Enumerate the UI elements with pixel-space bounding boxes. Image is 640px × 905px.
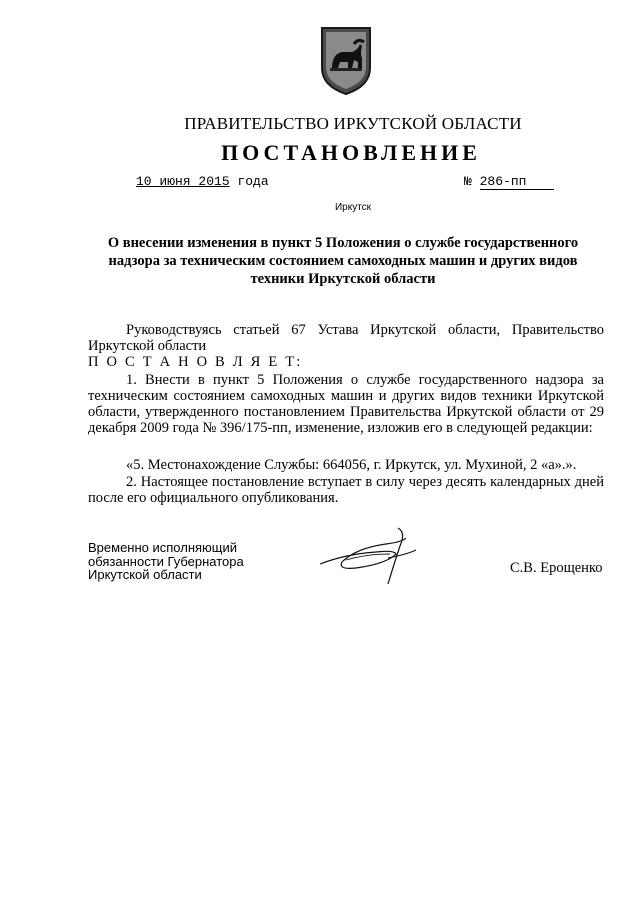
date-value: 10 июня 2015 (136, 174, 230, 189)
item-1-quote-text: «5. Местонахождение Службы: 664056, г. Иркутск, ул. Мухиной, 2 «а».». (126, 457, 577, 473)
irkutsk-coat-of-arms-icon (318, 24, 374, 96)
preamble-text: Руководствуясь статьей 67 Устава Иркутской области, Правительство Иркутской области (88, 322, 604, 354)
handwritten-signature (316, 524, 426, 588)
item-2-text: 2. Настоящее постановление вступает в силу через десять календарных дней после его официального опубликования. (88, 474, 604, 506)
document-date (136, 174, 269, 189)
preamble-paragraph (88, 322, 604, 354)
date-suffix: года (237, 174, 269, 189)
item-1-quote-paragraph (88, 457, 604, 473)
item-2-paragraph (88, 474, 604, 506)
government-name: ПРАВИТЕЛЬСТВО ИРКУТСКОЙ ОБЛАСТИ (184, 114, 522, 133)
signatory-role (88, 541, 244, 582)
signatory-role-line-2: обязанности Губернатора (88, 553, 244, 569)
document-type: ПОСТАНОВЛЕНИЕ (221, 140, 481, 165)
signatory-role-line-1: Временно исполняющий (88, 540, 238, 555)
document-number (464, 174, 554, 190)
item-1-text: 1. Внести в пункт 5 Положения о службе государственного надзора за техническим состоянием самоходных машин и других видов техники Иркутской области, утвержденного постановлением Правительства Иркутской области от 29 декабря 2009 года № 396/175-пп, изменение, изложив его в следующей редакции: (88, 372, 604, 436)
signatory-role-line-3: Иркутской области (88, 567, 202, 582)
number-value: 286-пп (480, 175, 554, 190)
item-1-paragraph (88, 372, 604, 436)
number-prefix: № (464, 174, 472, 189)
signatory-name: С.В. Ерощенко (510, 560, 603, 576)
city-name: Иркутск (334, 202, 372, 213)
decree-word: П О С Т А Н О В Л Я Е Т: (88, 354, 303, 370)
document-title: О внесении изменения в пункт 5 Положения о службе государственного надзора за техническим состоянием самоходных машин и других видов техники Иркутской области (107, 235, 579, 287)
